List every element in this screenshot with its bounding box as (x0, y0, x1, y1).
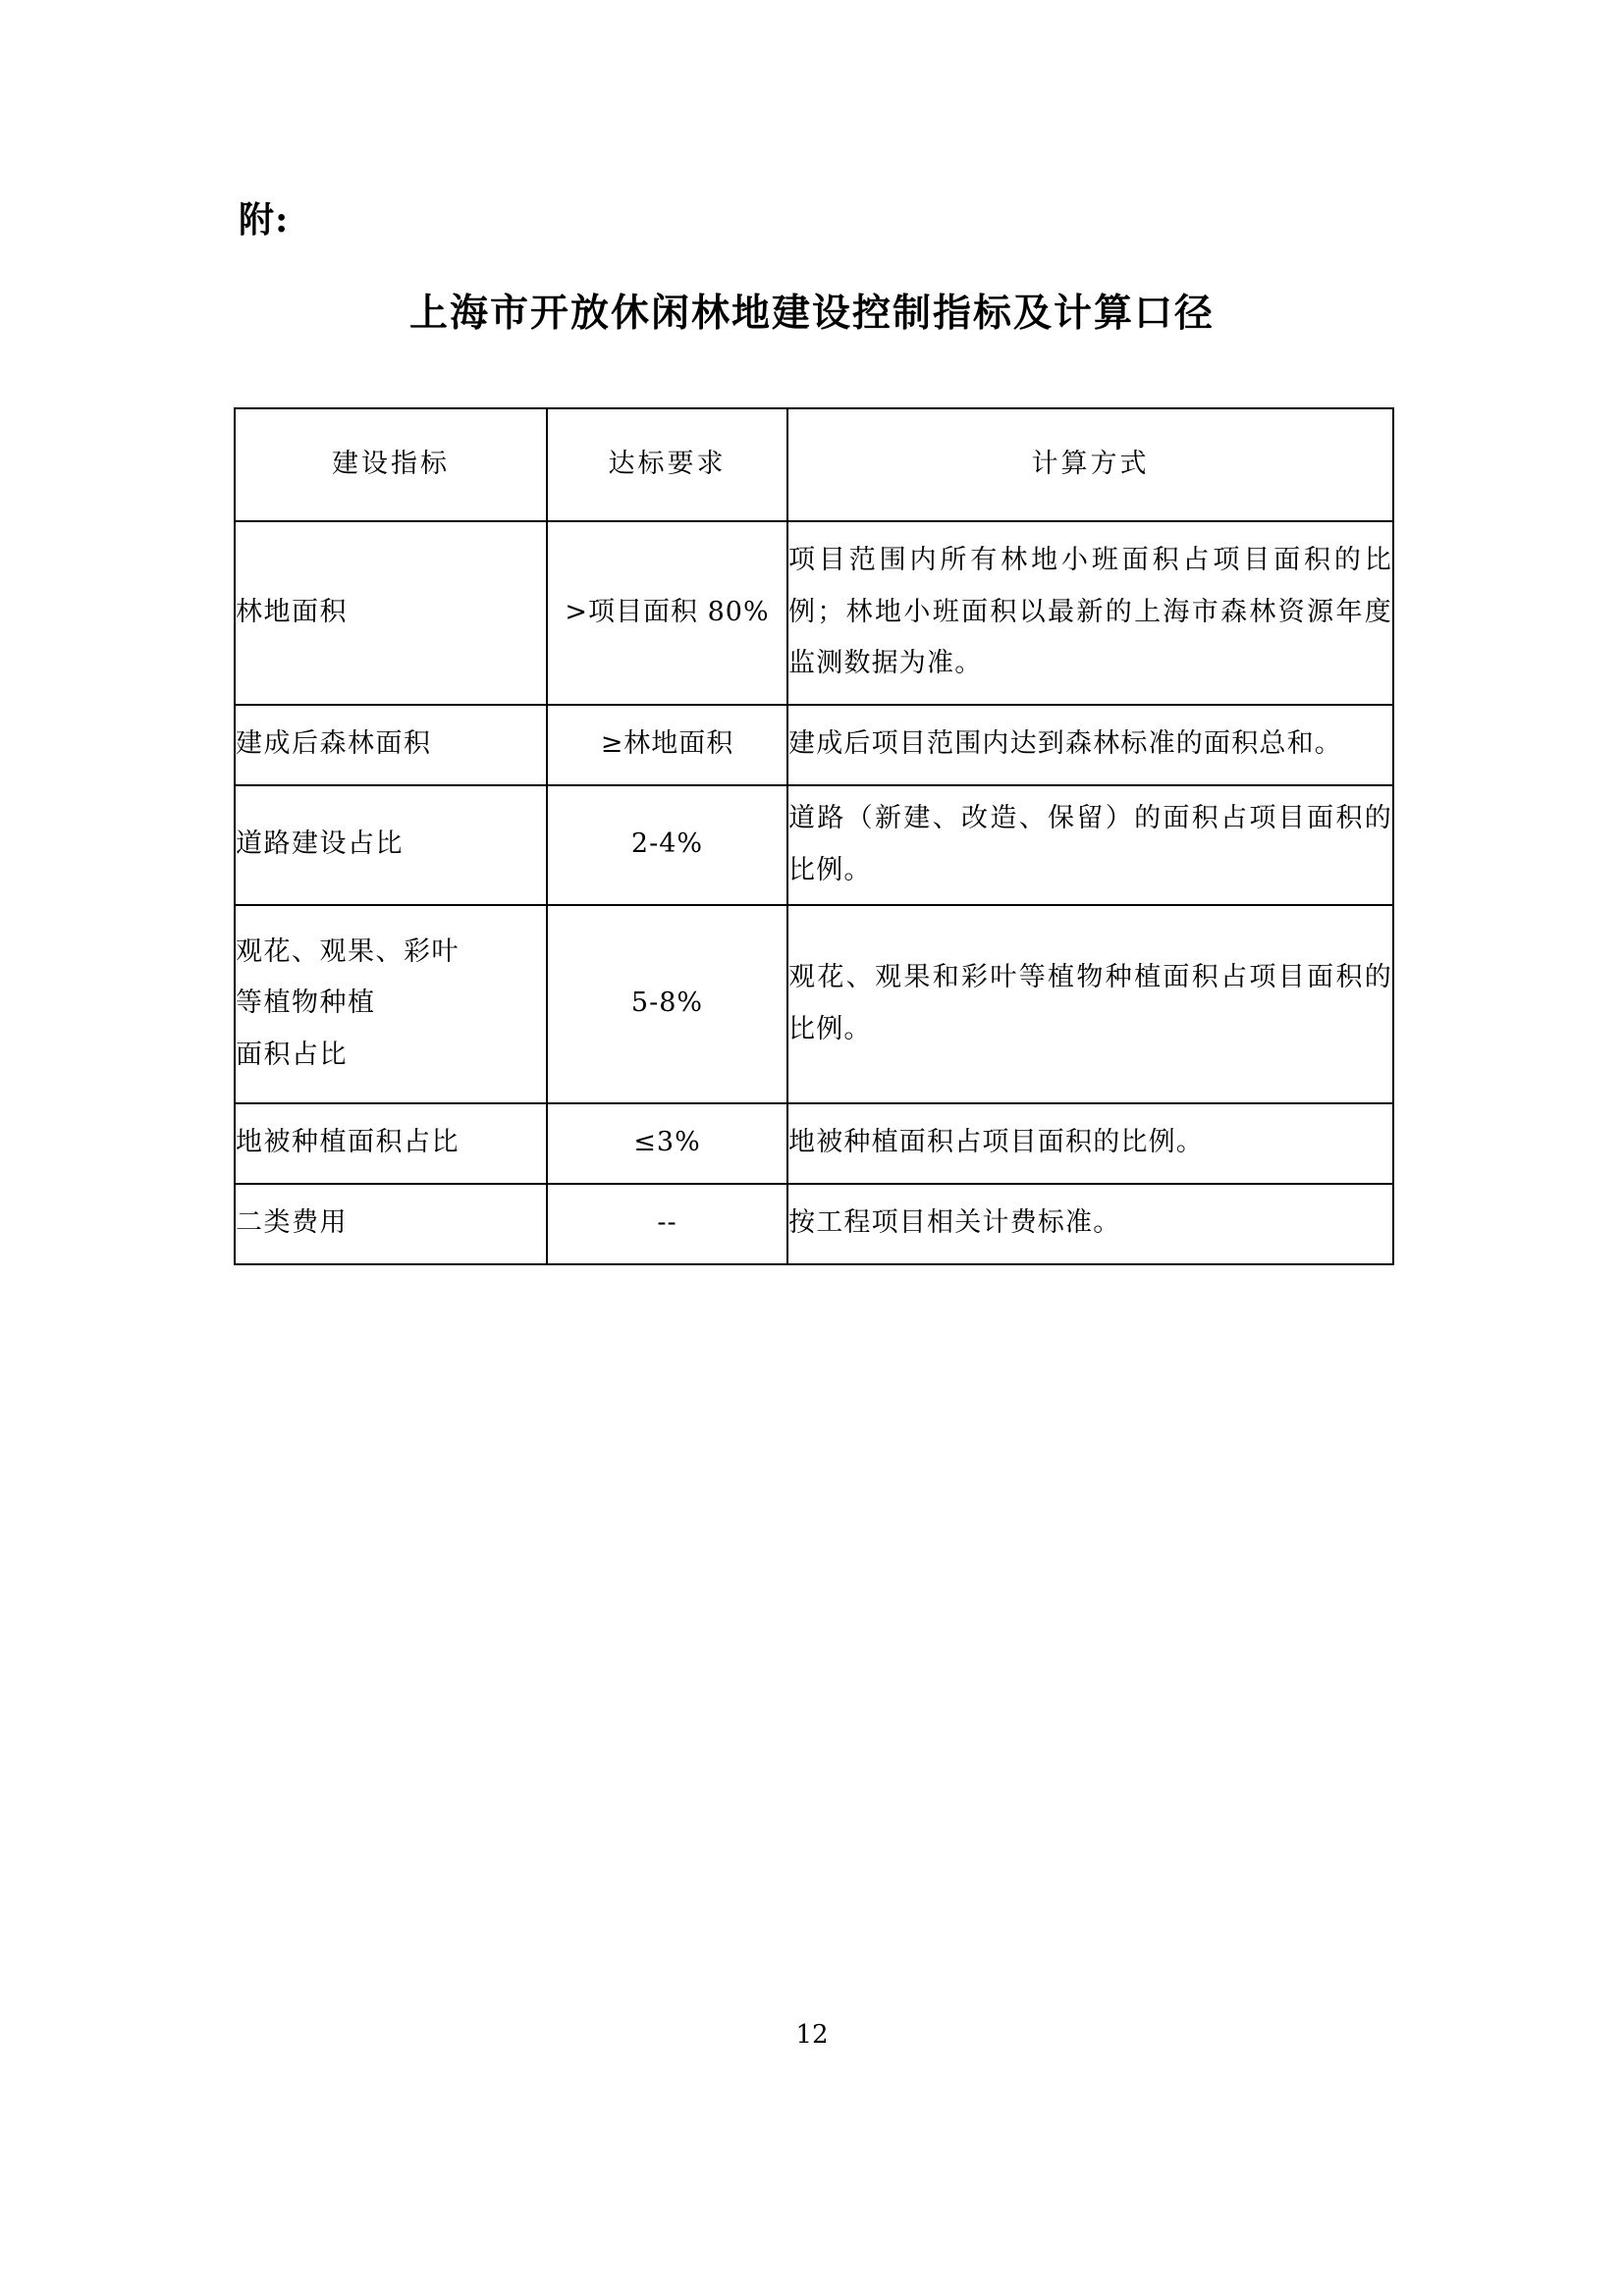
table-row (235, 1103, 1393, 1184)
column-header-calculation (787, 408, 1393, 521)
table-row (235, 1184, 1393, 1264)
cell-requirement: ≤3% (547, 1103, 787, 1184)
table-row (235, 785, 1393, 905)
indicator-line: 林地面积 (236, 596, 348, 627)
column-header-indicator-label: 建设指标 (332, 449, 450, 479)
cell-requirement: ≥林地面积 (547, 705, 787, 785)
table-row (235, 521, 1393, 705)
column-header-requirement (547, 408, 787, 521)
cell-indicator (235, 1184, 547, 1264)
cell-requirement: >项目面积 80% (547, 521, 787, 705)
cell-requirement: 2-4% (547, 785, 787, 905)
cell-requirement: 5-8% (547, 905, 787, 1103)
indicator-line: 道路建设占比 (236, 828, 404, 860)
column-header-indicator (235, 408, 547, 521)
indicator-line: 等植物种植 (236, 988, 376, 1019)
table-body (235, 521, 1393, 1264)
cell-indicator (235, 905, 547, 1103)
attachment-label: 附: (239, 199, 290, 240)
cell-calculation: 道路（新建、改造、保留）的面积占项目面积的比例。 (787, 785, 1393, 905)
cell-calculation: 按工程项目相关计费标准。 (787, 1184, 1393, 1264)
column-header-calculation-label: 计算方式 (1031, 449, 1150, 479)
column-header-requirement-label: 达标要求 (608, 449, 727, 479)
table-header-row (235, 408, 1393, 521)
cell-calculation: 观花、观果和彩叶等植物种植面积占项目面积的比例。 (787, 905, 1393, 1103)
cell-calculation: 项目范围内所有林地小班面积占项目面积的比例；林地小班面积以最新的上海市森林资源年度监测数据为准。 (787, 521, 1393, 705)
cell-indicator (235, 785, 547, 905)
indicator-line: 观花、观果、彩叶 (236, 935, 460, 967)
cell-calculation: 地被种植面积占项目面积的比例。 (787, 1103, 1393, 1184)
indicator-line: 面积占比 (236, 1039, 348, 1070)
page-title: 上海市开放休闲林地建设控制指标及计算口径 (408, 291, 1215, 336)
cell-indicator (235, 705, 547, 785)
indicator-line: 地被种植面积占比 (236, 1127, 460, 1158)
construction-indicator-table (234, 407, 1394, 1265)
indicator-line: 二类费用 (236, 1207, 348, 1239)
cell-indicator (235, 1103, 547, 1184)
cell-requirement: -- (547, 1184, 787, 1264)
table-row (235, 705, 1393, 785)
cell-calculation: 建成后项目范围内达到森林标准的面积总和。 (787, 705, 1393, 785)
table-row (235, 905, 1393, 1103)
cell-indicator (235, 521, 547, 705)
indicator-line: 建成后森林面积 (236, 728, 432, 760)
spec-table-container (234, 407, 1392, 1265)
table-header (235, 408, 1393, 521)
page-number: 12 (795, 2020, 829, 2050)
